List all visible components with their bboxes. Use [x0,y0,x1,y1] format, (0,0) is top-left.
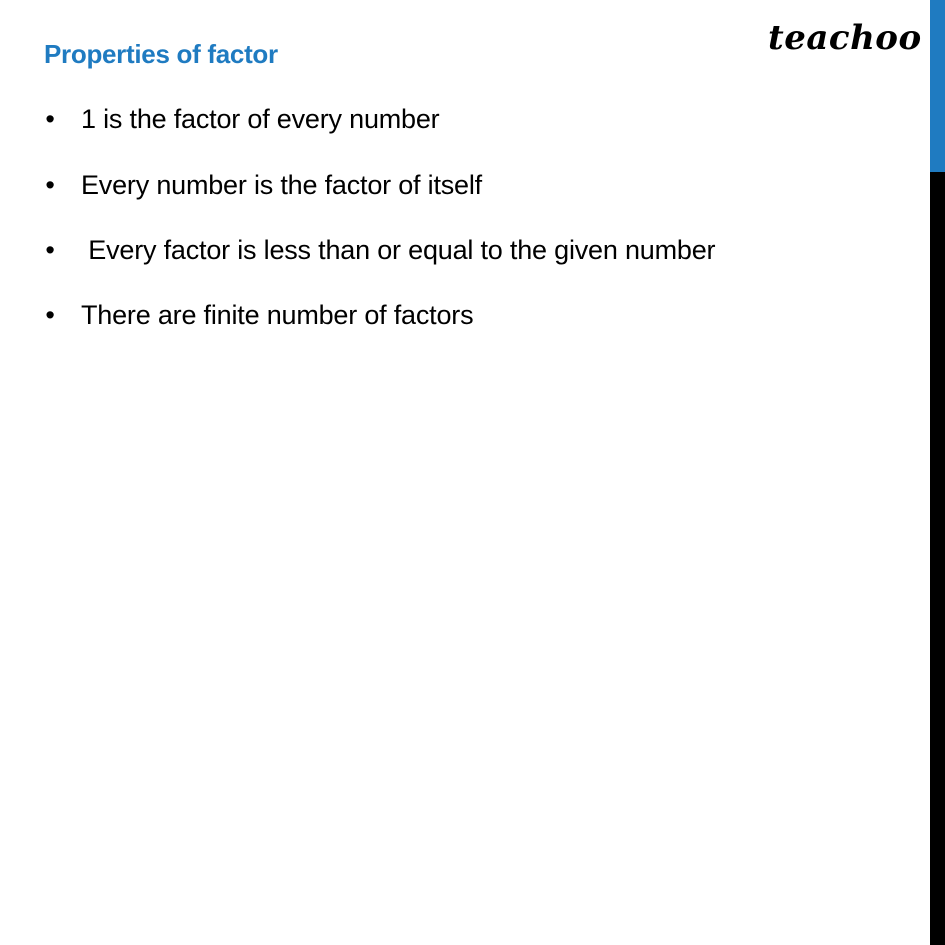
bullet-text: Every number is the factor of itself [81,170,482,200]
bullet-icon: • [45,170,55,200]
scrollbar-thumb[interactable] [930,0,945,172]
teachoo-logo: teachoo [768,18,922,58]
bullet-text: 1 is the factor of every number [81,104,440,134]
bullet-icon: • [45,235,55,265]
list-item [0,101,880,137]
scrollbar[interactable] [930,0,945,945]
list-item [0,232,880,268]
bullet-icon: • [45,300,55,330]
bullet-text: There are finite number of factors [81,300,474,330]
list-item [0,297,880,333]
list-item [0,167,880,203]
page-title: Properties of factor [44,39,278,69]
bullet-icon: • [45,104,55,134]
bullet-text: Every factor is less than or equal to the given number [81,235,716,265]
